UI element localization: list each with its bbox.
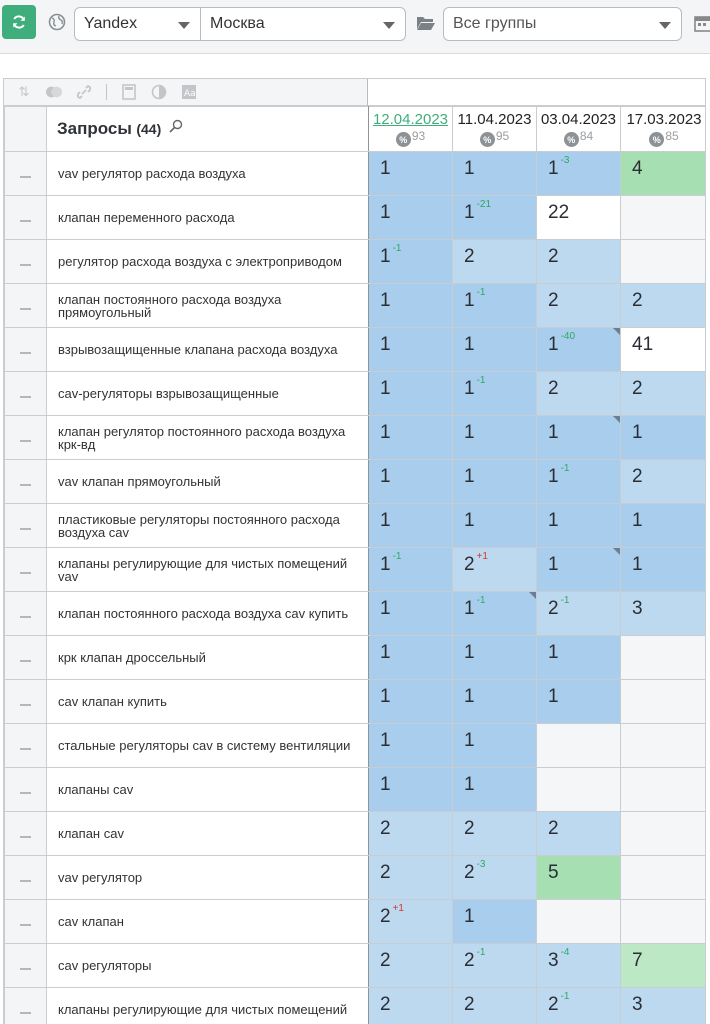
position-value: 1 xyxy=(464,158,475,179)
date-label[interactable]: 17.03.2023 xyxy=(626,111,702,128)
position-value: 1 xyxy=(548,466,559,487)
position-cell[interactable] xyxy=(537,680,621,724)
position-change: -1 xyxy=(560,595,570,606)
position-value: 4 xyxy=(632,158,643,179)
position-cell[interactable] xyxy=(369,372,453,416)
position-change: -3 xyxy=(476,859,486,870)
position-value: 2 xyxy=(548,378,559,399)
position-value: 7 xyxy=(632,950,643,971)
table-body xyxy=(5,152,707,1024)
position-value: 1 xyxy=(380,642,391,663)
row-collapse-toggle[interactable] xyxy=(5,944,47,988)
query-text[interactable]: vav клапан прямоугольный xyxy=(47,460,369,504)
position-cell[interactable] xyxy=(621,284,707,328)
position-value: 3 xyxy=(548,950,559,971)
query-text[interactable]: пластиковые регуляторы постоянного расхода воздуха cav xyxy=(47,504,369,548)
position-cell[interactable] xyxy=(621,372,707,416)
text-format-icon[interactable] xyxy=(181,84,197,100)
position-cell[interactable] xyxy=(453,196,537,240)
date-column-header[interactable] xyxy=(537,107,621,152)
position-cell[interactable] xyxy=(453,284,537,328)
position-cell[interactable] xyxy=(453,856,537,900)
position-cell[interactable] xyxy=(537,636,621,680)
row-collapse-toggle[interactable] xyxy=(5,372,47,416)
toolbar-divider xyxy=(106,84,107,100)
position-cell[interactable] xyxy=(369,284,453,328)
position-cell[interactable] xyxy=(369,548,453,592)
row-collapse-toggle[interactable] xyxy=(5,284,47,328)
table-row[interactable] xyxy=(5,240,707,284)
position-value: 41 xyxy=(632,334,654,355)
query-text[interactable]: cav регуляторы xyxy=(47,944,369,988)
date-label[interactable]: 03.04.2023 xyxy=(540,111,617,128)
minus-icon xyxy=(20,572,31,574)
refresh-button[interactable] xyxy=(2,5,36,39)
query-text[interactable]: регулятор расхода воздуха с электроприводом xyxy=(47,240,369,284)
sort-icon[interactable]: ⇅ xyxy=(18,84,30,99)
position-change: -1 xyxy=(560,991,570,1002)
position-cell[interactable] xyxy=(453,152,537,196)
position-cell[interactable] xyxy=(453,592,537,636)
position-cell[interactable] xyxy=(621,680,707,724)
table-row[interactable] xyxy=(5,812,707,856)
positions-table xyxy=(4,106,706,1024)
link-icon[interactable] xyxy=(76,84,92,100)
toggle-icon[interactable] xyxy=(46,84,62,100)
position-value: 2 xyxy=(632,290,643,311)
position-cell[interactable] xyxy=(537,944,621,988)
position-cell[interactable] xyxy=(621,636,707,680)
position-value: 2 xyxy=(464,994,475,1015)
position-cell[interactable] xyxy=(621,196,707,240)
position-cell[interactable] xyxy=(537,812,621,856)
note-corner-icon xyxy=(529,592,536,599)
position-cell[interactable] xyxy=(537,768,621,812)
position-value: 1 xyxy=(464,290,475,311)
position-value: 2 xyxy=(464,862,475,883)
position-cell[interactable] xyxy=(621,460,707,504)
search-engine-value: Yandex xyxy=(84,15,138,32)
position-value: 2 xyxy=(464,554,475,575)
groups-value: Все группы xyxy=(453,15,537,32)
query-text[interactable]: cav клапан xyxy=(47,900,369,944)
position-value: 1 xyxy=(380,554,391,575)
position-cell[interactable] xyxy=(453,768,537,812)
minus-icon xyxy=(20,528,31,530)
position-cell[interactable] xyxy=(537,856,621,900)
search-icon[interactable] xyxy=(169,119,183,133)
table-row[interactable] xyxy=(5,460,707,504)
minus-icon xyxy=(20,792,31,794)
position-value: 2 xyxy=(464,950,475,971)
query-text[interactable]: vav регулятор xyxy=(47,856,369,900)
position-change: -40 xyxy=(560,331,576,342)
position-value: 1 xyxy=(548,642,559,663)
query-text[interactable]: cav клапан купить xyxy=(47,680,369,724)
position-value: 2 xyxy=(548,598,559,619)
position-value: 2 xyxy=(548,246,559,267)
chevron-down-icon xyxy=(178,22,190,29)
position-value: 1 xyxy=(464,334,475,355)
position-value: 1 xyxy=(380,598,391,619)
minus-icon xyxy=(20,660,31,662)
row-collapse-toggle[interactable] xyxy=(5,636,47,680)
note-corner-icon xyxy=(613,416,620,423)
position-cell[interactable] xyxy=(621,328,707,372)
position-cell[interactable] xyxy=(453,724,537,768)
position-value: 1 xyxy=(380,334,391,355)
position-cell[interactable] xyxy=(453,240,537,284)
position-cell[interactable] xyxy=(537,592,621,636)
position-cell[interactable] xyxy=(537,240,621,284)
query-text[interactable]: клапан регулятор постоянного расхода воздуха крк-вд xyxy=(47,416,369,460)
position-value: 1 xyxy=(548,158,559,179)
position-change: +1 xyxy=(476,551,488,562)
position-cell[interactable] xyxy=(453,812,537,856)
position-cell[interactable] xyxy=(369,636,453,680)
position-value: 1 xyxy=(380,686,391,707)
row-collapse-toggle[interactable] xyxy=(5,328,47,372)
table-row[interactable] xyxy=(5,592,707,636)
position-cell[interactable] xyxy=(537,196,621,240)
position-value: 1 xyxy=(380,422,391,443)
position-cell[interactable] xyxy=(369,504,453,548)
table-row[interactable] xyxy=(5,284,707,328)
position-cell[interactable] xyxy=(369,240,453,284)
position-value: 2 xyxy=(464,246,475,267)
position-value: 1 xyxy=(464,906,475,927)
table-row[interactable] xyxy=(5,328,707,372)
position-value: 2 xyxy=(380,862,391,883)
folder-open-icon[interactable] xyxy=(416,14,436,32)
minus-icon xyxy=(20,968,31,970)
position-value: 1 xyxy=(464,730,475,751)
position-value: 2 xyxy=(548,994,559,1015)
position-value: 1 xyxy=(548,422,559,443)
minus-icon xyxy=(20,308,31,310)
position-value: 1 xyxy=(464,202,475,223)
query-text[interactable]: клапан переменного расхода xyxy=(47,196,369,240)
position-cell[interactable] xyxy=(453,900,537,944)
table-row[interactable] xyxy=(5,152,707,196)
position-value: 1 xyxy=(632,554,643,575)
position-cell[interactable] xyxy=(369,416,453,460)
position-value: 1 xyxy=(380,510,391,531)
note-corner-icon xyxy=(613,328,620,335)
position-value: 1 xyxy=(464,686,475,707)
position-value: 1 xyxy=(548,510,559,531)
minus-icon xyxy=(20,220,31,222)
position-cell[interactable] xyxy=(621,592,707,636)
date-label[interactable]: 11.04.2023 xyxy=(457,111,532,128)
row-collapse-toggle[interactable] xyxy=(5,988,47,1024)
minus-icon xyxy=(20,836,31,838)
row-collapse-toggle[interactable] xyxy=(5,724,47,768)
query-text[interactable]: крк клапан дроссельный xyxy=(47,636,369,680)
position-change: -1 xyxy=(560,463,570,474)
minus-icon xyxy=(20,176,31,178)
query-text[interactable]: cav-регуляторы взрывозащищенные xyxy=(47,372,369,416)
row-collapse-toggle[interactable] xyxy=(5,152,47,196)
visibility-value: 95 xyxy=(495,129,510,143)
position-value: 1 xyxy=(548,554,559,575)
position-cell[interactable] xyxy=(537,504,621,548)
row-collapse-toggle[interactable] xyxy=(5,900,47,944)
position-cell[interactable] xyxy=(537,284,621,328)
position-value: 1 xyxy=(380,466,391,487)
position-cell[interactable] xyxy=(369,724,453,768)
position-cell[interactable] xyxy=(621,724,707,768)
date-column-header[interactable] xyxy=(621,107,707,152)
position-change: -1 xyxy=(392,243,402,254)
position-cell[interactable] xyxy=(453,636,537,680)
position-cell[interactable] xyxy=(621,152,707,196)
position-value: 3 xyxy=(632,994,643,1015)
position-cell[interactable] xyxy=(621,944,707,988)
position-cell[interactable] xyxy=(369,328,453,372)
position-cell[interactable] xyxy=(369,768,453,812)
date-column-header[interactable] xyxy=(453,107,537,152)
position-cell[interactable] xyxy=(453,460,537,504)
position-value: 2 xyxy=(632,466,643,487)
calculator-icon[interactable] xyxy=(121,84,137,100)
position-cell[interactable] xyxy=(369,592,453,636)
position-value: 2 xyxy=(380,818,391,839)
table-row[interactable] xyxy=(5,724,707,768)
percent-icon: % xyxy=(564,132,579,147)
position-cell[interactable] xyxy=(369,900,453,944)
position-change: +1 xyxy=(392,903,404,914)
position-cell[interactable] xyxy=(621,988,707,1024)
region-value: Москва xyxy=(210,15,265,32)
position-change: -1 xyxy=(476,947,486,958)
note-corner-icon xyxy=(613,548,620,555)
top-toolbar xyxy=(0,0,710,54)
query-text[interactable]: клапаны регулирующие для чистых помещений vav xyxy=(47,548,369,592)
position-value: 2 xyxy=(464,818,475,839)
minus-icon xyxy=(20,352,31,354)
position-change: -1 xyxy=(476,375,486,386)
position-cell[interactable] xyxy=(453,680,537,724)
position-change: -21 xyxy=(476,199,492,210)
minus-icon xyxy=(20,1012,31,1014)
row-collapse-toggle[interactable] xyxy=(5,856,47,900)
minus-icon xyxy=(20,880,31,882)
position-value: 1 xyxy=(380,774,391,795)
position-cell[interactable] xyxy=(621,504,707,548)
search-engine-select[interactable] xyxy=(74,7,201,41)
chevron-down-icon xyxy=(383,22,395,29)
minus-icon xyxy=(20,704,31,706)
position-cell[interactable] xyxy=(369,460,453,504)
table-row[interactable] xyxy=(5,196,707,240)
svg-text:Aa: Aa xyxy=(184,89,196,99)
queries-title: Запросы xyxy=(57,119,132,138)
position-value: 2 xyxy=(548,818,559,839)
position-cell[interactable] xyxy=(537,328,621,372)
table-row[interactable] xyxy=(5,768,707,812)
positions-grid xyxy=(3,78,706,1024)
queries-header[interactable] xyxy=(47,107,369,152)
position-cell[interactable] xyxy=(453,416,537,460)
position-cell[interactable] xyxy=(369,944,453,988)
position-cell[interactable] xyxy=(369,152,453,196)
date-label[interactable]: 12.04.2023 xyxy=(372,111,449,128)
query-text[interactable]: клапан cav xyxy=(47,812,369,856)
position-cell[interactable] xyxy=(453,944,537,988)
position-value: 1 xyxy=(380,290,391,311)
position-value: 2 xyxy=(548,290,559,311)
position-change: -1 xyxy=(476,287,486,298)
position-change: -3 xyxy=(560,155,570,166)
position-value: 1 xyxy=(548,334,559,355)
query-text[interactable]: клапан постоянного расхода воздуха прямоугольный xyxy=(47,284,369,328)
row-collapse-toggle[interactable] xyxy=(5,460,47,504)
percent-icon: % xyxy=(480,132,495,147)
header-toggle-cell xyxy=(5,107,47,152)
position-cell[interactable] xyxy=(537,548,621,592)
position-value: 1 xyxy=(464,466,475,487)
position-cell[interactable] xyxy=(621,240,707,284)
query-text[interactable]: взрывозащищенные клапана расхода воздуха xyxy=(47,328,369,372)
position-cell[interactable] xyxy=(621,856,707,900)
position-value: 1 xyxy=(464,642,475,663)
position-cell[interactable] xyxy=(537,724,621,768)
position-cell[interactable] xyxy=(537,988,621,1024)
visibility-value: 85 xyxy=(665,129,679,143)
position-cell[interactable] xyxy=(621,416,707,460)
query-text[interactable]: клапаны регулирующие для чистых помещений xyxy=(47,988,369,1024)
position-cell[interactable] xyxy=(537,460,621,504)
date-column-header[interactable] xyxy=(369,107,453,152)
table-row[interactable] xyxy=(5,944,707,988)
globe-icon xyxy=(48,13,66,31)
position-change: -4 xyxy=(560,947,570,958)
position-cell[interactable] xyxy=(621,812,707,856)
minus-icon xyxy=(20,396,31,398)
table-row[interactable] xyxy=(5,416,707,460)
position-cell[interactable] xyxy=(621,900,707,944)
position-cell[interactable] xyxy=(537,372,621,416)
position-cell[interactable] xyxy=(537,416,621,460)
position-cell[interactable] xyxy=(453,548,537,592)
position-value: 2 xyxy=(380,994,391,1015)
position-value: 1 xyxy=(464,510,475,531)
position-value: 1 xyxy=(380,158,391,179)
table-row[interactable] xyxy=(5,636,707,680)
position-cell[interactable] xyxy=(453,988,537,1024)
position-cell[interactable] xyxy=(621,768,707,812)
refresh-icon xyxy=(11,14,27,30)
position-cell[interactable] xyxy=(537,152,621,196)
position-change: -1 xyxy=(392,551,402,562)
contrast-icon[interactable] xyxy=(151,84,167,100)
position-cell[interactable] xyxy=(453,504,537,548)
position-value: 2 xyxy=(380,950,391,971)
minus-icon xyxy=(20,440,31,442)
position-value: 1 xyxy=(464,774,475,795)
position-cell[interactable] xyxy=(369,856,453,900)
query-text[interactable]: клапан постоянного расхода воздуха cav купить xyxy=(47,592,369,636)
position-cell[interactable] xyxy=(453,372,537,416)
query-text[interactable]: клапаны cav xyxy=(47,768,369,812)
position-value: 22 xyxy=(548,202,570,223)
position-value: 1 xyxy=(380,378,391,399)
region-select[interactable] xyxy=(200,7,406,41)
table-header-row xyxy=(5,107,707,152)
position-cell[interactable] xyxy=(369,680,453,724)
table-row[interactable] xyxy=(5,548,707,592)
position-value: 1 xyxy=(380,730,391,751)
position-value: 1 xyxy=(548,686,559,707)
row-collapse-toggle[interactable] xyxy=(5,812,47,856)
minus-icon xyxy=(20,616,31,618)
table-row[interactable] xyxy=(5,372,707,416)
position-value: 1 xyxy=(380,246,391,267)
visibility-value: 93 xyxy=(411,129,426,143)
percent-icon: % xyxy=(649,132,664,147)
position-cell[interactable] xyxy=(537,900,621,944)
minus-icon xyxy=(20,748,31,750)
row-collapse-toggle[interactable] xyxy=(5,768,47,812)
position-cell[interactable] xyxy=(369,196,453,240)
position-value: 1 xyxy=(464,378,475,399)
table-row[interactable] xyxy=(5,988,707,1024)
position-value: 1 xyxy=(380,202,391,223)
chevron-down-icon xyxy=(659,22,671,29)
row-collapse-toggle[interactable] xyxy=(5,504,47,548)
position-value: 1 xyxy=(632,422,643,443)
position-value: 1 xyxy=(464,598,475,619)
percent-icon: % xyxy=(396,132,411,147)
position-cell[interactable] xyxy=(369,812,453,856)
row-collapse-toggle[interactable] xyxy=(5,196,47,240)
minus-icon xyxy=(20,484,31,486)
position-value: 3 xyxy=(632,598,643,619)
row-collapse-toggle[interactable] xyxy=(5,680,47,724)
row-collapse-toggle[interactable] xyxy=(5,592,47,636)
row-collapse-toggle[interactable] xyxy=(5,416,47,460)
groups-select[interactable] xyxy=(443,7,682,41)
position-value: 2 xyxy=(632,378,643,399)
visibility-value: 84 xyxy=(579,129,594,143)
query-text[interactable]: vav регулятор расхода воздуха xyxy=(47,152,369,196)
row-collapse-toggle[interactable] xyxy=(5,548,47,592)
position-value: 2 xyxy=(380,906,391,927)
position-value: 1 xyxy=(464,422,475,443)
position-value: 5 xyxy=(548,862,559,883)
position-cell[interactable] xyxy=(621,548,707,592)
calendar-icon[interactable] xyxy=(694,14,710,32)
table-row[interactable] xyxy=(5,900,707,944)
table-row[interactable] xyxy=(5,680,707,724)
queries-count: (44) xyxy=(136,121,162,137)
grid-tools-spacer xyxy=(368,79,706,106)
table-row[interactable] xyxy=(5,504,707,548)
position-cell[interactable] xyxy=(369,988,453,1024)
position-value: 1 xyxy=(632,510,643,531)
query-text[interactable]: стальные регуляторы cav в систему вентиляции xyxy=(47,724,369,768)
position-cell[interactable] xyxy=(453,328,537,372)
row-collapse-toggle[interactable] xyxy=(5,240,47,284)
minus-icon xyxy=(20,264,31,266)
position-change: -1 xyxy=(476,595,486,606)
grid-tools-row xyxy=(4,79,368,106)
table-row[interactable] xyxy=(5,856,707,900)
minus-icon xyxy=(20,924,31,926)
